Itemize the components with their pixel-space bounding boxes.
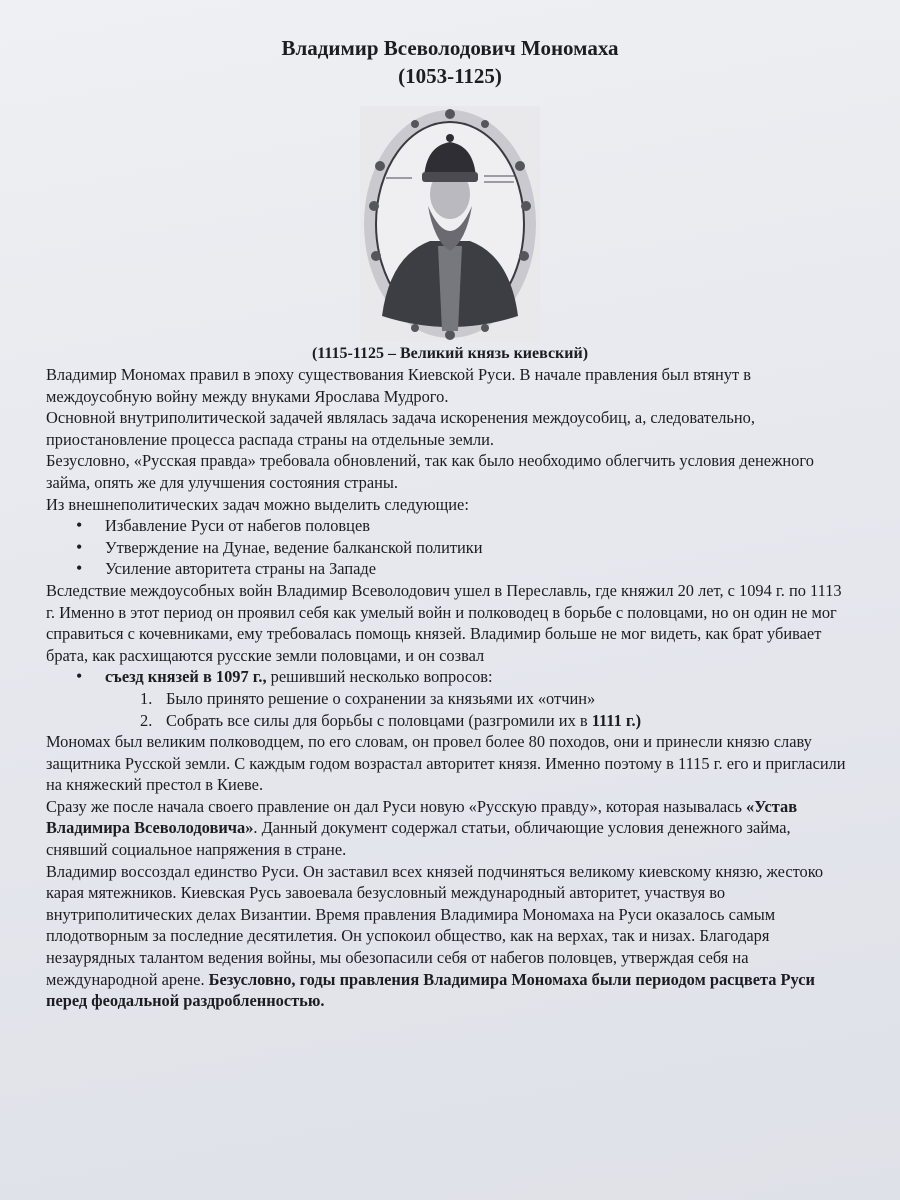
document-title-years: (1053-1125): [398, 64, 502, 88]
paragraph-russkaya-pravda: Безусловно, «Русская правда» требовала обновлений, так как было необходимо облегчить условия денежного займа, опять же для улучшения состояния страны.: [46, 451, 814, 492]
article-body: [46, 364, 854, 1012]
list-item: • Утверждение на Дунае, ведение балканской политики: [76, 537, 854, 559]
foreign-tasks-list: [46, 515, 854, 580]
paragraph-foreign-tasks: Из внешнеполитических задач можно выделить следующие:: [46, 494, 469, 514]
congress-bold-text: съезд князей в 1097 г.,: [105, 667, 267, 687]
congress-list: [46, 666, 854, 688]
list-item: [140, 688, 854, 710]
paragraph-commander: Мономах был великим полководцем, по его словам, он провел более 80 походов, они и принесли князю славу защитника Русской земли. С каждым годом возрастал авторитет князя. Именно поэтому в 1115 г. его и пригласили на княжеский престол в Киеве.: [46, 732, 846, 795]
ustav-text-b: . Данный документ содержал статьи, обличающие условия денежного займа, снявший социальное напряжения в стране.: [46, 818, 791, 860]
item-bold-text: 1111 г.): [591, 710, 642, 730]
paragraph-unity: [46, 861, 854, 1012]
list-item: • Избавление Руси от набегов половцев: [76, 515, 854, 537]
list-item: • Усиление авторитета страны на Западе: [76, 558, 854, 580]
item-text: Было принято решение о сохранении за князьями их «отчин»: [166, 688, 596, 708]
congress-rest-text: решивший несколько вопросов:: [266, 667, 493, 687]
conclusion-bold-text: Безусловно, годы правления Владимира Мономаха были периодом расцвета Руси перед феодальной раздробленностью.: [46, 969, 815, 1011]
list-item: [140, 710, 854, 732]
paragraph-intro: Владимир Мономах правил в эпоху существования Киевской Руси. В начале правления был втянут в междоусобную войну между внуками Ярослава Мудрого.: [46, 365, 751, 406]
item-number: 2.: [140, 710, 153, 730]
unity-text: Владимир воссоздал единство Руси. Он заставил всех князей подчиняться великому киевскому князю, жестоко карая мятежников. Киевская Русь завоевала безусловный международный авторитет, участвуя во внутриполитических делах Византии. Время правления Владимира Мономаха на Руси оказалось самым плодотворным за последние десятилетия. Он успокоил общество, как на верхах, так и низах. Благодаря незаурядных талантом ведения войны, мы обезопасили себя от набегов половцев, утверждая себя на международной арене.: [46, 861, 824, 989]
ustav-text-a: Сразу же после начала своего правление он дал Руси новую «Русскую правду», которая называлась: [46, 796, 747, 816]
paragraph-domestic-task: Основной внутриполитической задачей являлась задача искоренения междоусобиц, а, следовательно, приостановление процесса распада страны на отдельные земли.: [46, 408, 755, 449]
list-item-congress: [76, 666, 854, 688]
portrait-container: [46, 106, 854, 342]
portrait-caption: (1115-1125 – Великий князь киевский): [311, 345, 589, 362]
document-title-name: Владимир Всеволодович Мономаха: [281, 36, 619, 60]
item-number: 1.: [140, 688, 153, 708]
paragraph-pereslavl: Вследствие междоусобных войн Владимир Всеволодович ушел в Переславль, где княжил 20 лет, с 1094 г. по 1113 г. Именно в этот период он проявил себя как умелый войн и полководец в борьбе с половцами, но он один не мог справиться с кочевниками, ему требовалась помощь князей. Владимир больше не мог видеть, как брат убивает брата, как расхищаются русские земли половцами, и он созвал: [46, 580, 842, 665]
paragraph-ustav: [46, 796, 854, 861]
portrait-engraving: [360, 106, 540, 342]
congress-decisions-list: [46, 688, 854, 731]
ustav-bold-text: «Устав Владимира Всеволодовича»: [46, 796, 798, 838]
item-text: Собрать все силы для борьбы с половцами (разгромили их в: [166, 710, 592, 730]
